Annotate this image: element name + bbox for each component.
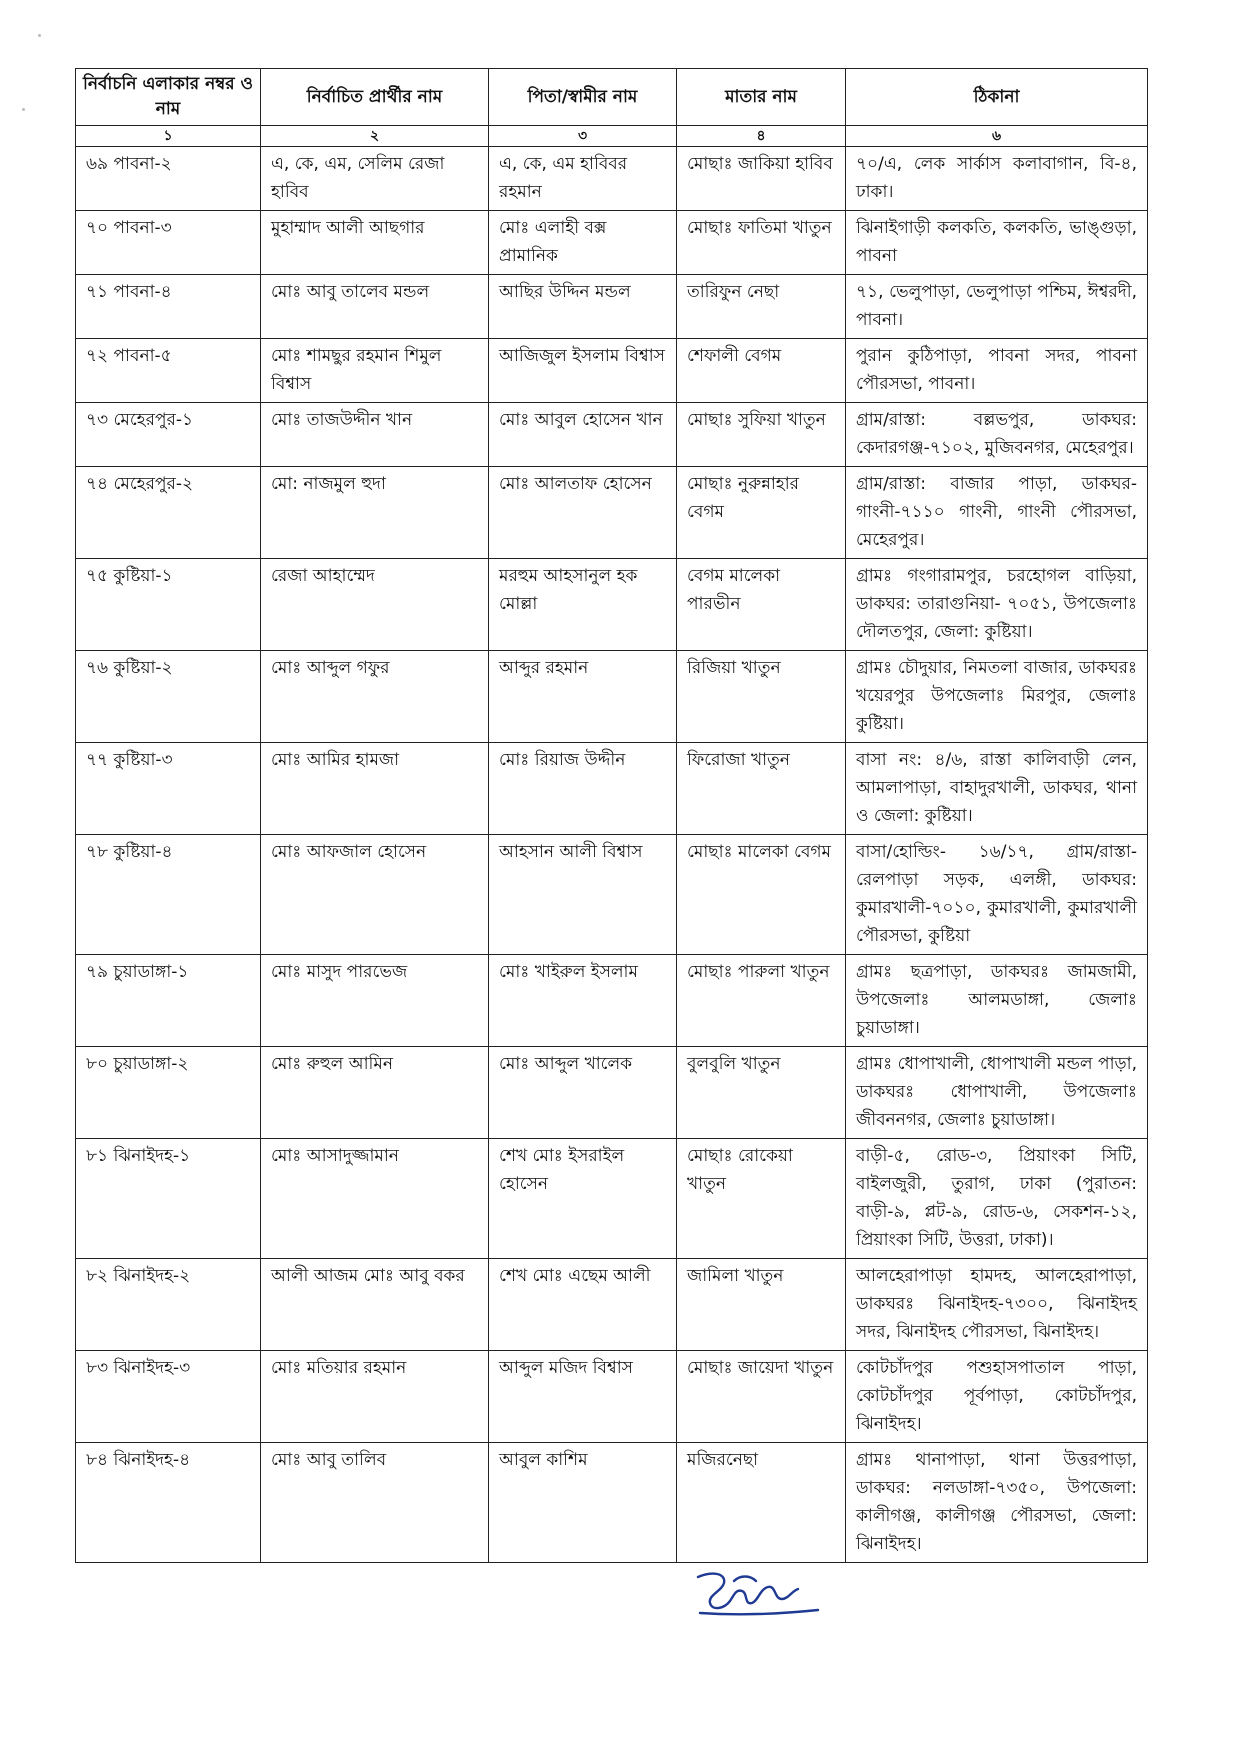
table-row xyxy=(76,1139,1148,1259)
father-cell: আছির উদ্দিন মন্ডল xyxy=(489,275,677,339)
table-row xyxy=(76,403,1148,467)
table-row xyxy=(76,835,1148,955)
candidate-cell: মোঃ আসাদুজ্জামান xyxy=(261,1139,489,1259)
candidate-cell: মোঃ মতিয়ার রহমান xyxy=(261,1351,489,1443)
address-cell: গ্রামঃ থানাপাড়া, থানা উত্তরপাড়া, ডাকঘর: নলডাঙ্গা-৭৩৫০, উপজেলা: কালীগঞ্জ, কালীগঞ্জ পৌরসভা, জেলা: ঝিনাইদহ। xyxy=(846,1443,1148,1563)
address-cell: বাসা/হোল্ডিং- ১৬/১৭, গ্রাম/রাস্তা- রেলপাড়া সড়ক, এলঙ্গী, ডাকঘর: কুমারখালী-৭০১০, কুমারখালী, কুমারখালী পৌরসভা, কুষ্টিয়া xyxy=(846,835,1148,955)
constituency-cell: ৭১ পাবনা-৪ xyxy=(76,275,261,339)
constituency-cell: ৬৯ পাবনা-২ xyxy=(76,147,261,211)
table-row xyxy=(76,211,1148,275)
constituency-cell: ৭৫ কুষ্টিয়া-১ xyxy=(76,559,261,651)
header-father: পিতা/স্বামীর নাম xyxy=(489,69,677,126)
mother-cell: বেগম মালেকা পারভীন xyxy=(677,559,846,651)
constituency-cell: ৭৯ চুয়াডাঙ্গা-১ xyxy=(76,955,261,1047)
candidate-cell: মোঃ আমির হামজা xyxy=(261,743,489,835)
mother-cell: মোছাঃ সুফিয়া খাতুন xyxy=(677,403,846,467)
candidate-cell: মোঃ আবু তালিব xyxy=(261,1443,489,1563)
constituency-cell: ৭২ পাবনা-৫ xyxy=(76,339,261,403)
column-number-row xyxy=(76,126,1148,147)
table-row xyxy=(76,339,1148,403)
mother-cell: মোছাঃ জাকিয়া হাবিব xyxy=(677,147,846,211)
candidate-cell: মোঃ আফজাল হোসেন xyxy=(261,835,489,955)
address-cell: পুরান কুঠিপাড়া, পাবনা সদর, পাবনা পৌরসভা, পাবনা। xyxy=(846,339,1148,403)
signature xyxy=(690,1565,840,1625)
father-cell: মোঃ রিয়াজ উদ্দীন xyxy=(489,743,677,835)
candidate-cell: আলী আজম মোঃ আবু বকর xyxy=(261,1259,489,1351)
table-row xyxy=(76,1351,1148,1443)
mother-cell: ফিরোজা খাতুন xyxy=(677,743,846,835)
header-row xyxy=(76,69,1148,126)
table-row xyxy=(76,955,1148,1047)
father-cell: মোঃ আবুল হোসেন খান xyxy=(489,403,677,467)
scan-speck xyxy=(22,108,25,111)
column-number: ১ xyxy=(76,126,261,147)
mother-cell: রিজিয়া খাতুন xyxy=(677,651,846,743)
mother-cell: মোছাঃ জায়েদা খাতুন xyxy=(677,1351,846,1443)
address-cell: গ্রামঃ ধোপাখালী, ধোপাখালী মন্ডল পাড়া, ডাকঘরঃ ধোপাখালী, উপজেলাঃ জীবননগর, জেলাঃ চুয়াডাঙ্গা। xyxy=(846,1047,1148,1139)
table-row xyxy=(76,467,1148,559)
header-constituency: নির্বাচনি এলাকার নম্বর ও নাম xyxy=(76,69,261,126)
father-cell: আহসান আলী বিশ্বাস xyxy=(489,835,677,955)
candidate-cell: মোঃ আবু তালেব মন্ডল xyxy=(261,275,489,339)
father-cell: আব্দুল মজিদ বিশ্বাস xyxy=(489,1351,677,1443)
candidate-cell: মোঃ আব্দুল গফুর xyxy=(261,651,489,743)
mother-cell: জামিলা খাতুন xyxy=(677,1259,846,1351)
table-row xyxy=(76,1443,1148,1563)
mother-cell: মোছাঃ মালেকা বেগম xyxy=(677,835,846,955)
table-body xyxy=(76,147,1148,1563)
address-cell: আলহেরাপাড়া হামদহ, আলহেরাপাড়া, ডাকঘরঃ ঝিনাইদহ-৭৩০০, ঝিনাইদহ সদর, ঝিনাইদহ পৌরসভা, ঝিনাইদহ। xyxy=(846,1259,1148,1351)
mother-cell: বুলবুলি খাতুন xyxy=(677,1047,846,1139)
mother-cell: তারিফুন নেছা xyxy=(677,275,846,339)
constituency-cell: ৮১ ঝিনাইদহ-১ xyxy=(76,1139,261,1259)
father-cell: আবুল কাশিম xyxy=(489,1443,677,1563)
father-cell: শেখ মোঃ ইসরাইল হোসেন xyxy=(489,1139,677,1259)
constituency-cell: ৮২ ঝিনাইদহ-২ xyxy=(76,1259,261,1351)
father-cell: মোঃ খাইরুল ইসলাম xyxy=(489,955,677,1047)
address-cell: ঝিনাইগাড়ী কলকতি, কলকতি, ভাঙ্গুড়া, পাবনা xyxy=(846,211,1148,275)
father-cell: এ, কে, এম হাবিবর রহমান xyxy=(489,147,677,211)
header-candidate: নির্বাচিত প্রার্থীর নাম xyxy=(261,69,489,126)
address-cell: গ্রামঃ চৌদুয়ার, নিমতলা বাজার, ডাকঘরঃ খয়েরপুর উপজেলাঃ মিরপুর, জেলাঃ কুষ্টিয়া। xyxy=(846,651,1148,743)
address-cell: বাড়ী-৫, রোড-৩, প্রিয়াংকা সিটি, বাইলজুরী, তুরাগ, ঢাকা (পুরাতন: বাড়ী-৯, প্লট-৯, রোড-৬, সেকশন-১২, প্রিয়াংকা সিটি, উত্তরা, ঢাকা)। xyxy=(846,1139,1148,1259)
address-cell: গ্রামঃ ছত্রপাড়া, ডাকঘরঃ জামজামী, উপজেলাঃ আলমডাঙ্গা, জেলাঃ চুয়াডাঙ্গা। xyxy=(846,955,1148,1047)
mother-cell: মোছাঃ পারুলা খাতুন xyxy=(677,955,846,1047)
table-row xyxy=(76,559,1148,651)
table-row xyxy=(76,743,1148,835)
address-cell: কোটচাঁদপুর পশুহাসপাতাল পাড়া, কোটচাঁদপুর পূর্বপাড়া, কোটচাঁদপুর, ঝিনাইদহ। xyxy=(846,1351,1148,1443)
candidate-cell: মোঃ তাজউদ্দীন খান xyxy=(261,403,489,467)
table-row xyxy=(76,275,1148,339)
father-cell: মোঃ আলতাফ হোসেন xyxy=(489,467,677,559)
mother-cell: মজিরনেছা xyxy=(677,1443,846,1563)
address-cell: গ্রাম/রাস্তা: বল্লভপুর, ডাকঘর: কেদারগঞ্জ-৭১০২, মুজিবনগর, মেহেরপুর। xyxy=(846,403,1148,467)
father-cell: মোঃ এলাহী বক্স প্রামানিক xyxy=(489,211,677,275)
constituency-cell: ৭৭ কুষ্টিয়া-৩ xyxy=(76,743,261,835)
constituency-cell: ৭৪ মেহেরপুর-২ xyxy=(76,467,261,559)
candidate-cell: মোঃ শামছুর রহমান শিমুল বিশ্বাস xyxy=(261,339,489,403)
candidate-cell: রেজা আহাম্মেদ xyxy=(261,559,489,651)
table-row xyxy=(76,1259,1148,1351)
address-cell: ৭১, ভেলুপাড়া, ভেলুপাড়া পশ্চিম, ঈশ্বরদী, পাবনা। xyxy=(846,275,1148,339)
address-cell: ৭০/এ, লেক সার্কাস কলাবাগান, বি-৪, ঢাকা। xyxy=(846,147,1148,211)
results-table xyxy=(75,68,1148,1563)
father-cell: মোঃ আব্দুল খালেক xyxy=(489,1047,677,1139)
address-cell: বাসা নং: ৪/৬, রাস্তা কালিবাড়ী লেন, আমলাপাড়া, বাহাদুরখালী, ডাকঘর, থানা ও জেলা: কুষ্টিয়া। xyxy=(846,743,1148,835)
father-cell: আব্দুর রহমান xyxy=(489,651,677,743)
column-number: ২ xyxy=(261,126,489,147)
header-mother: মাতার নাম xyxy=(677,69,846,126)
mother-cell: মোছাঃ নুরুন্নাহার বেগম xyxy=(677,467,846,559)
column-number: ৬ xyxy=(846,126,1148,147)
table-row xyxy=(76,147,1148,211)
constituency-cell: ৭৮ কুষ্টিয়া-৪ xyxy=(76,835,261,955)
candidate-cell: মো: নাজমুল হুদা xyxy=(261,467,489,559)
candidate-cell: মোঃ রুহুল আমিন xyxy=(261,1047,489,1139)
candidate-cell: মোঃ মাসুদ পারভেজ xyxy=(261,955,489,1047)
father-cell: শেখ মোঃ এছেম আলী xyxy=(489,1259,677,1351)
constituency-cell: ৮৩ ঝিনাইদহ-৩ xyxy=(76,1351,261,1443)
scan-speck xyxy=(38,34,41,37)
address-cell: গ্রাম/রাস্তা: বাজার পাড়া, ডাকঘর-গাংনী-৭১১০ গাংনী, গাংনী পৌরসভা, মেহেরপুর। xyxy=(846,467,1148,559)
constituency-cell: ৮০ চুয়াডাঙ্গা-২ xyxy=(76,1047,261,1139)
constituency-cell: ৭০ পাবনা-৩ xyxy=(76,211,261,275)
candidate-cell: মুহাম্মাদ আলী আছগার xyxy=(261,211,489,275)
father-cell: মরহুম আহসানুল হক মোল্লা xyxy=(489,559,677,651)
mother-cell: শেফালী বেগম xyxy=(677,339,846,403)
father-cell: আজিজুল ইসলাম বিশ্বাস xyxy=(489,339,677,403)
mother-cell: মোছাঃ ফাতিমা খাতুন xyxy=(677,211,846,275)
header-address: ঠিকানা xyxy=(846,69,1148,126)
column-number: ৩ xyxy=(489,126,677,147)
table-row xyxy=(76,651,1148,743)
mother-cell: মোছাঃ রোকেয়া খাতুন xyxy=(677,1139,846,1259)
constituency-cell: ৮৪ ঝিনাইদহ-৪ xyxy=(76,1443,261,1563)
constituency-cell: ৭৩ মেহেরপুর-১ xyxy=(76,403,261,467)
candidate-cell: এ, কে, এম, সেলিম রেজা হাবিব xyxy=(261,147,489,211)
column-number: ৪ xyxy=(677,126,846,147)
table-row xyxy=(76,1047,1148,1139)
constituency-cell: ৭৬ কুষ্টিয়া-২ xyxy=(76,651,261,743)
address-cell: গ্রামঃ গংগারামপুর, চরহোগল বাড়িয়া, ডাকঘর: তারাগুনিয়া- ৭০৫১, উপজেলাঃ দৌলতপুর, জেলা: কুষ্টিয়া। xyxy=(846,559,1148,651)
